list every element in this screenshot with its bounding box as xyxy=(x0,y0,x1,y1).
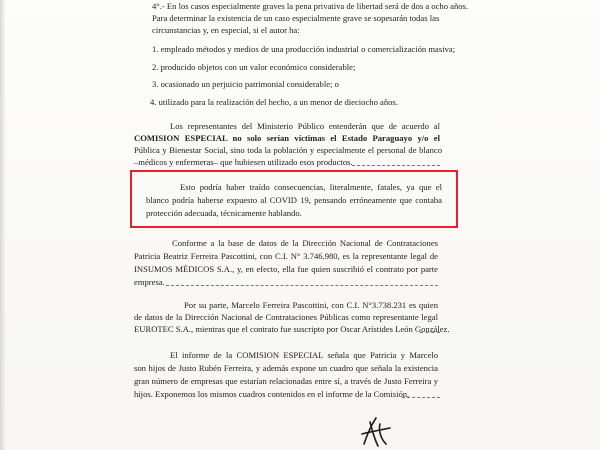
body-line: Conforme a la base de datos de la Dirección Nacional de Contrataciones xyxy=(172,238,438,248)
article-line: circunstancias y, en especial, si el autor ha: xyxy=(152,25,300,35)
list-item: 4. utilizado para la realización del hecho, a un menor de dieciocho años. xyxy=(150,97,398,107)
body-line: Por su parte, Marcelo Ferreira Pascottini, con C.I. N°3.738.231 es quien xyxy=(184,300,438,310)
body-line: son hijos de Justo Rubén Ferreira, y además expone un cuadro que señala la existencia xyxy=(134,363,438,373)
body-line: de datos de la Dirección Nacional de Contrataciones Públicas como representante legal xyxy=(134,312,438,322)
body-line: –médicos y enfermeras– que hubiesen utilizado esos productos. xyxy=(134,157,353,167)
body-line: hijos. Exponemos los mismos cuadros contenidos en el informe de la Comisión. xyxy=(134,389,410,399)
article-line: Para determinar la existencia de un caso especialmente grave se sopesarán todas las xyxy=(152,13,440,23)
list-item: 1. empleado métodos y medios de una producción industrial o comercialización masiva; xyxy=(152,44,456,54)
highlighted-line: Esto podría haber traído consecuencias, literalmente, fatales, ya que el xyxy=(180,182,442,192)
list-item: 3. ocasionado un perjuicio patrimonial considerable; o xyxy=(152,79,339,89)
highlighted-line: blanco podría haberse expuesto al COVID 19, pensando erróneamente que contaba xyxy=(146,195,442,205)
body-line: EUROTEC S.A., mientras que el contrato fue suscripto por Oscar Arístides León González. xyxy=(134,324,450,334)
body-line: gran número de empresas que estarían relacionadas entre sí, a través de Justo Ferreira y xyxy=(134,376,438,386)
signature-mark xyxy=(356,414,396,448)
body-line: El informe de la COMISION ESPECIAL señala que Patricia y Marcelo xyxy=(170,350,438,360)
body-line: Los representantes del Ministerio Público entenderán que de acuerdo al xyxy=(170,121,440,131)
body-line: Pública y Bienestar Social, sino toda la población y especialmente el personal de blanco xyxy=(134,145,442,155)
body-line: COMISION ESPECIAL no solo serían víctimas el Estado Paraguayo y/o el xyxy=(134,133,440,143)
fill-dash-line xyxy=(166,285,438,286)
list-item: 2. producido objetos con un valor económico considerable; xyxy=(152,62,356,72)
fill-dash-line xyxy=(402,397,440,398)
fill-dash-line xyxy=(352,165,440,166)
highlighted-line: protección adecuada, técnicamente hablando. xyxy=(146,208,302,218)
body-line: INSUMOS MÉDICOS S.A., y, en efecto, ella fue quien suscribió el contrato por parte xyxy=(134,264,438,274)
fill-dash-line xyxy=(420,332,440,333)
body-line: empresa. xyxy=(134,277,165,287)
article-line: 4°.- En los casos especialmente graves la pena privativa de libertad será de dos a ocho años. xyxy=(152,1,469,11)
body-line: Patricia Beatriz Ferreira Pascottini, con C.I. N° 3.746.980, es la representante legal de xyxy=(134,251,438,261)
